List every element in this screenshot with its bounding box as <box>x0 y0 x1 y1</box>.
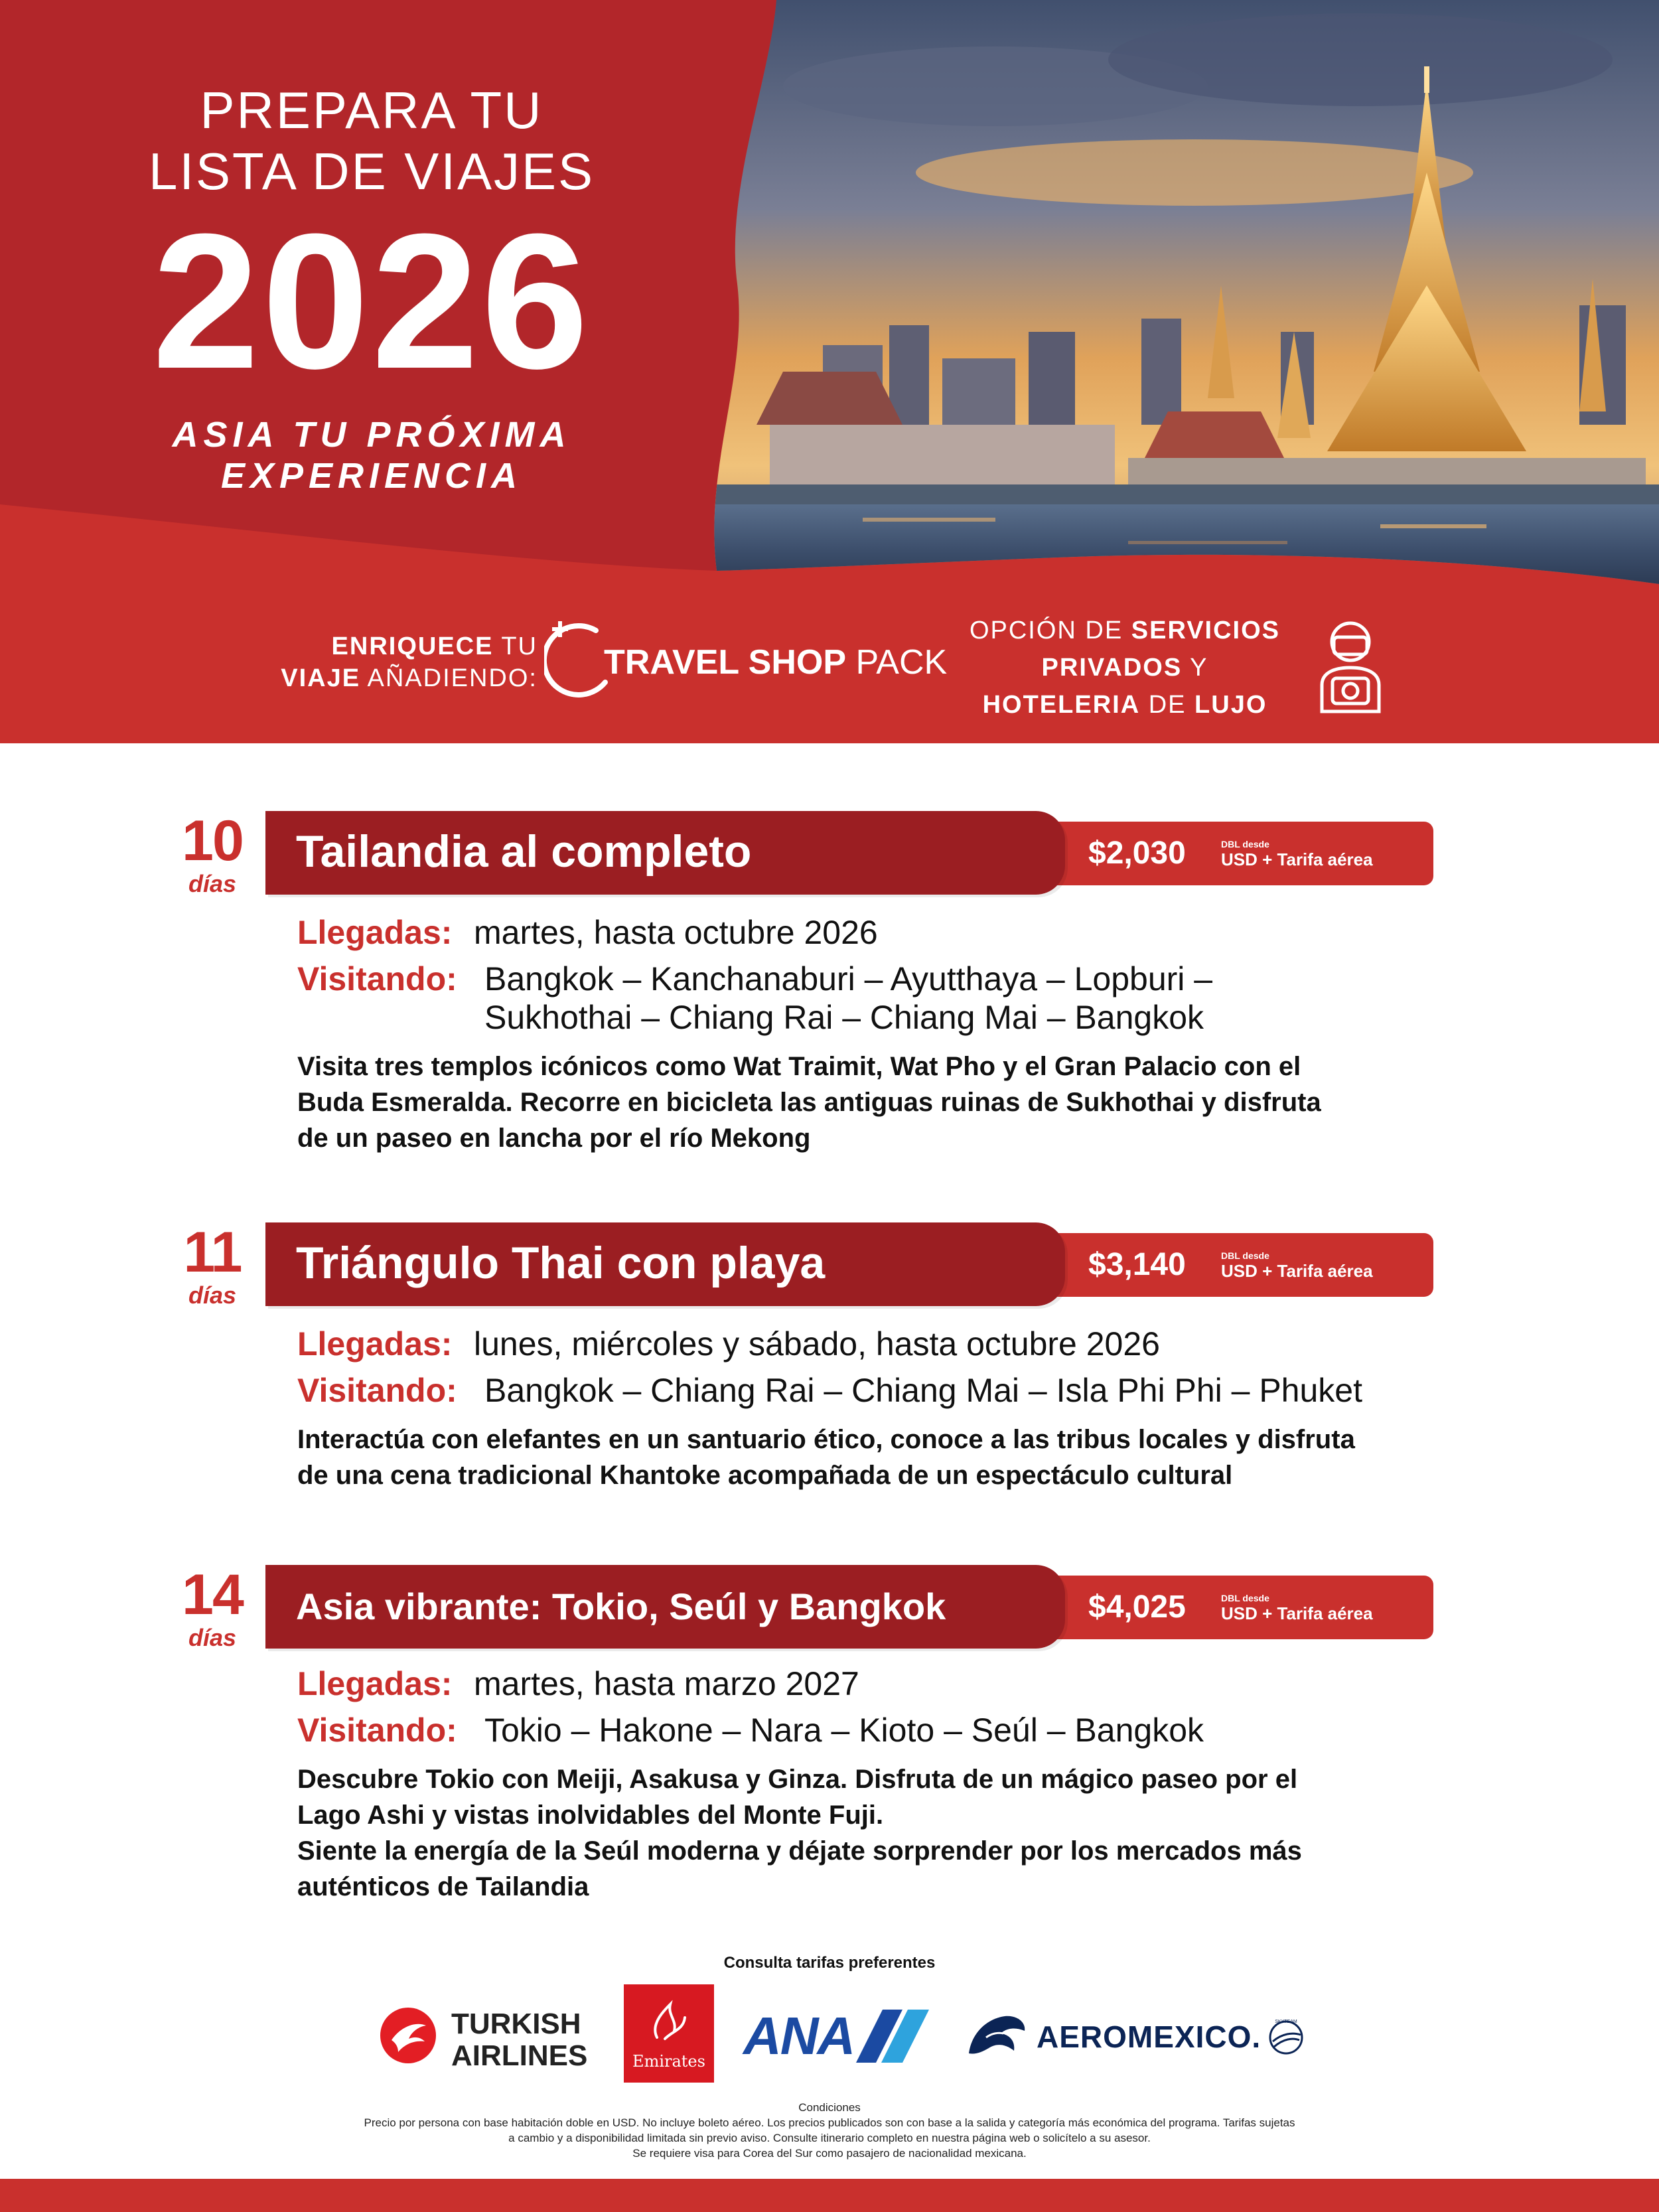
visiting-value-line-2: Sukhothai – Chiang Rai – Chiang Mai – Bangkok <box>484 999 1204 1036</box>
description-line: Descubre Tokio con Meiji, Asakusa y Ginza. Disfruta de un mágico paseo por el <box>297 1765 1298 1794</box>
price-amount: $2,030 <box>1088 836 1186 871</box>
private-word-3: PRIVADOS <box>1041 654 1183 682</box>
visiting-label: Visitando: <box>297 1712 457 1749</box>
turkish-airlines-logo <box>378 2003 597 2072</box>
header <box>0 0 1659 743</box>
tour-title-bar <box>265 1222 1065 1306</box>
description-line: Siente la energía de la Seúl moderna y déjate sorprender por los mercados más <box>297 1836 1302 1866</box>
aeromexico-knight-icon <box>962 2007 1029 2067</box>
days-badge <box>169 1222 255 1309</box>
title-subtitle: ASIA TU PRÓXIMA EXPERIENCIA <box>172 415 571 496</box>
title-year: 2026 <box>152 194 591 409</box>
price-note: USD + Tarifa aérea <box>1221 1261 1373 1281</box>
days-number: 11 <box>183 1220 242 1284</box>
aeromexico-name: AEROMEXICO. <box>1037 2020 1262 2054</box>
days-label: días <box>188 1282 237 1309</box>
emirates-calligraphy-icon <box>624 1991 714 2051</box>
footer-strip <box>0 2179 1659 2212</box>
travel-shop-pack-logo <box>544 617 948 703</box>
turkish-line-1: TURKISH <box>451 2008 581 2040</box>
visiting-row <box>297 1711 1465 1749</box>
pack-name-light: PACK <box>846 643 948 682</box>
description-line: auténticos de Tailandia <box>297 1872 589 1901</box>
enrich-word-1: ENRIQUECE <box>331 632 494 660</box>
description-line: Visita tres templos icónicos como Wat Traimit, Wat Pho y el Gran Palacio con el <box>297 1052 1301 1081</box>
days-label: días <box>188 1624 237 1651</box>
conditions-line: Se requiere visa para Corea del Sur como pasajero de nacionalidad mexicana. <box>632 2147 1027 2160</box>
visiting-row <box>297 1371 1465 1410</box>
price-bar <box>1022 1576 1433 1639</box>
skyteam-label: SKYTEAM <box>1275 2020 1297 2024</box>
tour-description <box>297 1761 1465 1905</box>
tour-title: Tailandia al completo <box>296 826 752 877</box>
visiting-label: Visitando: <box>297 960 457 997</box>
days-number: 14 <box>182 1563 243 1627</box>
visiting-label: Visitando: <box>297 1372 457 1409</box>
private-word-5: HOTELERIA <box>982 691 1141 719</box>
description-line: Buda Esmeralda. Recorre en bicicleta las antiguas ruinas de Sukhothai y disfruta <box>297 1088 1321 1117</box>
price-note: USD + Tarifa aérea <box>1221 1603 1373 1623</box>
photographer-icon <box>1314 612 1387 718</box>
days-badge <box>169 811 255 897</box>
price-amount: $3,140 <box>1088 1247 1186 1282</box>
title-line-1: PREPARA TU <box>200 81 543 139</box>
arrivals-value: martes, hasta marzo 2027 <box>474 1665 859 1702</box>
enrich-word-3: VIAJE <box>281 664 361 692</box>
price-basis: DBL desde <box>1221 1593 1269 1603</box>
description-line: de una cena tradicional Khantoke acompañada de un espectáculo cultural <box>297 1461 1233 1490</box>
turkish-line-2: AIRLINES <box>451 2039 588 2072</box>
arrivals-row <box>297 1325 1465 1363</box>
days-number: 10 <box>182 809 243 873</box>
price-amount: $4,025 <box>1088 1589 1186 1625</box>
private-word-1: OPCIÓN DE <box>969 617 1131 644</box>
aeromexico-logo <box>962 2007 1307 2067</box>
visiting-value-line-1: Bangkok – Kanchanaburi – Ayutthaya – Lopburi – <box>484 960 1213 997</box>
arrivals-value: lunes, miércoles y sábado, hasta octubre 2026 <box>474 1325 1160 1363</box>
conditions-title: Condiciones <box>798 2101 861 2114</box>
enrich-word-4: AÑADIENDO: <box>360 664 538 692</box>
price-basis: DBL desde <box>1221 1250 1269 1261</box>
ana-logo <box>743 2006 936 2065</box>
visiting-row <box>297 960 1465 1037</box>
arrivals-label: Llegadas: <box>297 1325 453 1363</box>
conditions <box>199 2100 1460 2161</box>
conditions-line: a cambio y a disponibilidad limitada sin previo aviso. Consulte itinerario completo en nuestra página web o solicítelo a su asesor. <box>508 2132 1151 2144</box>
enrich-text <box>279 630 538 694</box>
ana-name: ANA <box>743 2006 855 2065</box>
private-services-text <box>949 612 1301 723</box>
arrivals-row <box>297 913 1465 952</box>
tour-title-bar <box>265 811 1065 895</box>
tour-info <box>297 913 1465 1156</box>
description-line: Interactúa con elefantes en un santuario ético, conoce a las tribus locales y disfruta <box>297 1425 1355 1454</box>
title-block <box>40 80 703 496</box>
private-word-2: SERVICIOS <box>1131 617 1281 644</box>
tour-title: Triángulo Thai con playa <box>296 1238 826 1288</box>
tour-title: Asia vibrante: Tokio, Seúl y Bangkok <box>296 1585 946 1627</box>
tour-info <box>297 1664 1465 1905</box>
price-note: USD + Tarifa aérea <box>1221 849 1373 869</box>
tour-description <box>297 1049 1465 1156</box>
tour-title-bar <box>265 1565 1065 1649</box>
price-bar <box>1022 822 1433 885</box>
pack-name <box>604 642 947 682</box>
airline-logos <box>0 1984 1659 2084</box>
title-line-2: LISTA DE VIAJES <box>148 142 595 200</box>
private-word-4: Y <box>1182 654 1208 682</box>
description-line: Lago Ashi y vistas inolvidables del Monte Fuji. <box>297 1801 884 1830</box>
days-badge <box>169 1565 255 1651</box>
price-basis: DBL desde <box>1221 839 1269 849</box>
visiting-value-line-1: Bangkok – Chiang Rai – Chiang Mai – Isla Phi Phi – Phuket <box>484 1372 1362 1409</box>
airlines-caption: Consulta tarifas preferentes <box>723 1954 936 1972</box>
private-word-6: DE <box>1140 691 1195 719</box>
pack-name-bold: TRAVEL SHOP <box>604 643 847 682</box>
turkish-airlines-name <box>451 2008 587 2072</box>
ana-stripes-icon <box>856 2010 929 2063</box>
arrivals-label: Llegadas: <box>297 1665 453 1702</box>
skyteam-icon <box>1266 2018 1306 2057</box>
arrivals-label: Llegadas: <box>297 914 453 951</box>
arrivals-value: martes, hasta octubre 2026 <box>474 914 878 951</box>
description-line: de un paseo en lancha por el río Mekong <box>297 1124 811 1153</box>
arrivals-row <box>297 1664 1465 1703</box>
private-word-7: LUJO <box>1194 691 1267 719</box>
promo-banner <box>0 597 1659 743</box>
price-bar <box>1022 1233 1433 1297</box>
conditions-line: Precio por persona con base habitación doble en USD. No incluye boleto aéreo. Los precios publicados son con base a la salida y categoría más económica del programa. Tarifas sujetas <box>364 2116 1295 2129</box>
turkish-bird-icon <box>378 2006 438 2065</box>
tour-info <box>297 1325 1465 1493</box>
emirates-name: Emirates <box>632 2052 705 2071</box>
tour-description <box>297 1422 1465 1493</box>
visiting-value-line-1: Tokio – Hakone – Nara – Kioto – Seúl – Bangkok <box>484 1712 1204 1749</box>
emirates-logo <box>624 1984 714 2083</box>
enrich-word-2: TU <box>493 632 538 660</box>
days-label: días <box>188 870 237 897</box>
